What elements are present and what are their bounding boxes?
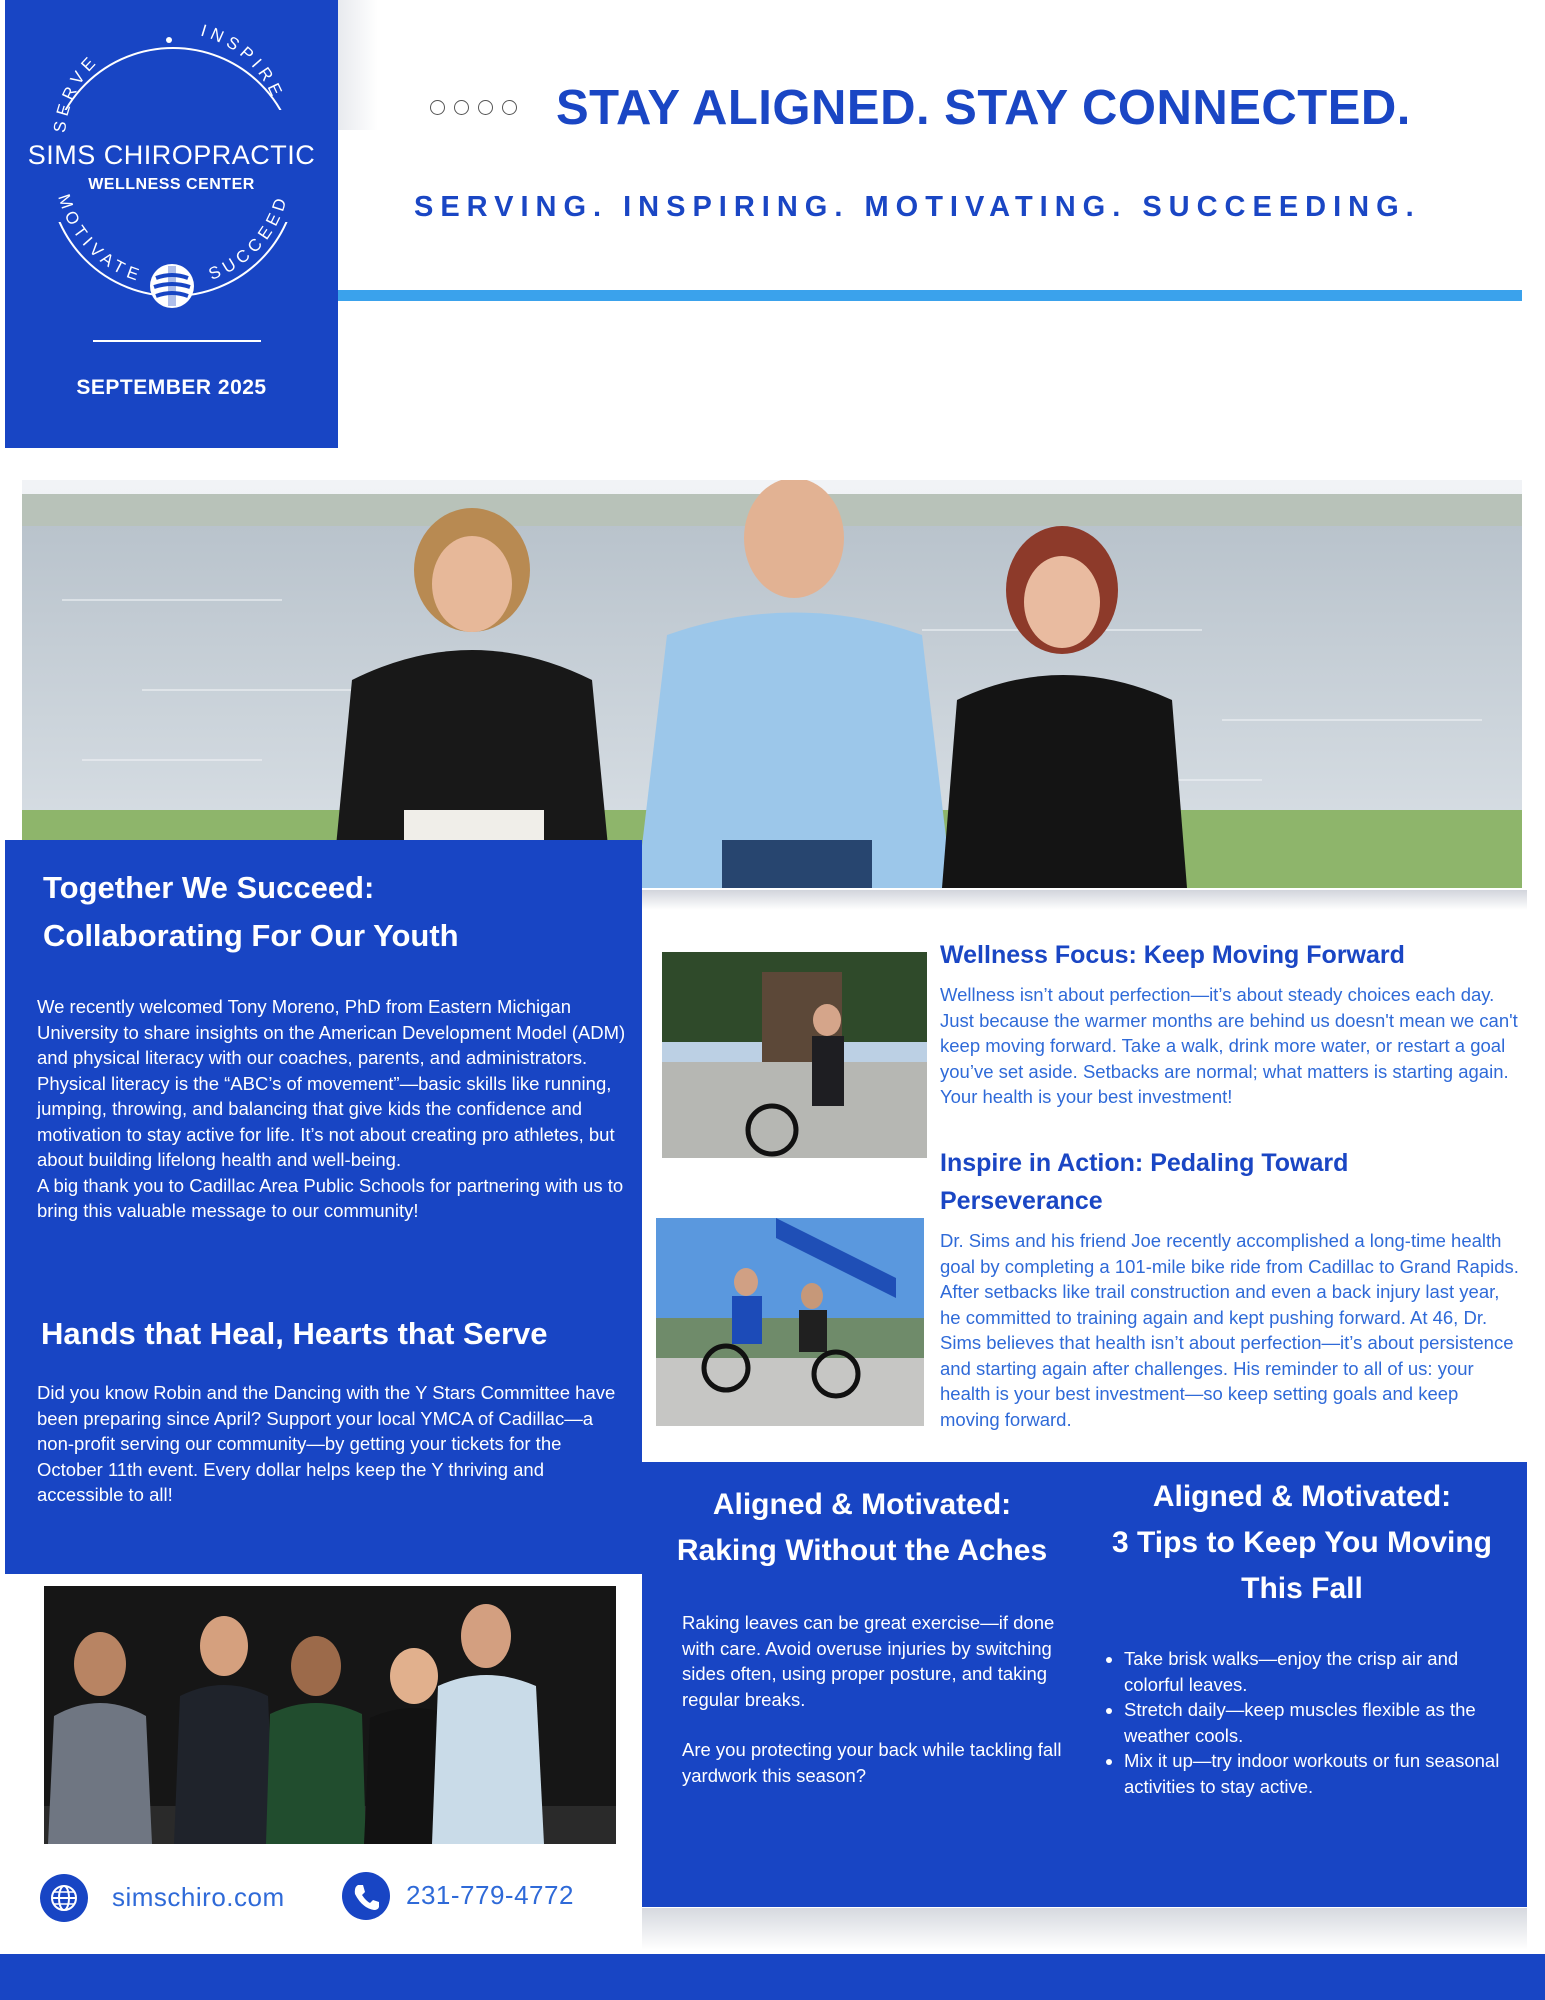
decor-dot-3	[478, 100, 493, 115]
logo-ring-word-succeed: SUCCEED	[205, 191, 292, 284]
school-group-photo	[44, 1586, 616, 1844]
logo-ring-word-serve: SERVE	[50, 50, 103, 134]
header-rule	[338, 290, 1522, 301]
article-title-ymca: Hands that Heal, Hearts that Serve	[41, 1316, 548, 1351]
article-body-ymca: Did you know Robin and the Dancing with the Y Stars Committee have been preparing since April? Support your local YMCA of Cadillac—a non-profit serving our community—by getting your tickets for the October 11th event. Every dollar helps keep the Y thriving and accessible to all!	[37, 1382, 616, 1505]
article-title-youth: Together We Succeed: Collaborating For Our Youth	[43, 870, 459, 953]
decor-dot-2	[454, 100, 469, 115]
logo-ring-dot	[166, 37, 172, 43]
logo-ring-word-inspire: INSPIRE	[198, 20, 288, 104]
wellness-body: Wellness isn’t about perfection—it’s about steady choices each day. Just because the warmer months are behind us doesn't mean we can't keep moving forward. Take a walk, drink more water, or restart a goal you’ve set aside. Setbacks are normal; what matters is starting again. Your health is your best investment!	[940, 984, 1518, 1107]
phone-icon[interactable]	[342, 1872, 390, 1920]
decor-dot-4	[502, 100, 517, 115]
bottom-article-panel	[642, 1462, 1527, 1907]
decor-dot-1	[430, 100, 445, 115]
raking-body: Raking leaves can be great exercise—if done with care. Avoid overuse injuries by switching sides often, using proper posture, and taking regular breaks. Are you protecting your back while tackling fall yardwork this season?	[682, 1612, 1062, 1786]
tip-item: • Stretch daily—keep muscles flexible as the weather cools.	[1124, 1697, 1500, 1748]
headline: STAY ALIGNED. STAY CONNECTED.	[556, 81, 1411, 135]
tagline: SERVING. INSPIRING. MOTIVATING. SUCCEEDING.	[414, 191, 1421, 223]
globe-icon[interactable]	[40, 1874, 88, 1922]
website-link[interactable]: simschiro.com	[112, 1882, 285, 1912]
logo-title: SIMS CHIROPRACTIC	[27, 140, 316, 170]
bike-ride-photo	[656, 1218, 924, 1426]
tips-list	[1100, 1646, 1500, 1799]
inspire-body: Dr. Sims and his friend Joe recently accomplished a long-time health goal by completing a 101-mile bike ride from Cadillac to Grand Rapids. After setbacks like trail construction and even a back injury last year, he committed to training again and kept pushing forward. At 46, Dr. Sims believes that health isn’t about perfection—it’s about persistence and starting again after challenges. His reminder to all of us: your health is your best investment—so keep setting goals and keep moving forward.	[940, 1230, 1519, 1430]
mid-shadow	[642, 890, 1527, 910]
bottom-shadow	[642, 1908, 1527, 1950]
team-photo	[22, 480, 1522, 888]
tip-item: • Take brisk walks—enjoy the crisp air and colorful leaves.	[1124, 1646, 1500, 1697]
phone-number[interactable]: 231-779-4772	[406, 1880, 574, 1910]
spine-emblem-icon	[148, 260, 196, 312]
raking-title: Aligned & Motivated: Raking Without the Aches	[676, 1488, 1048, 1567]
footer-bar	[0, 1954, 1545, 2000]
wellness-title: Wellness Focus: Keep Moving Forward	[940, 941, 1405, 969]
left-article-panel	[5, 840, 642, 1574]
header-shadow	[338, 0, 378, 130]
article-body-youth: We recently welcomed Tony Moreno, PhD from Eastern Michigan University to share insights on the American Development Model (ADM) and physical literacy with our coaches, parents, and administrators. Physical literacy is the “ABC’s of movement”—basic skills like running, jumping, throwing, and balancing that give kids the confidence and motivation to stay active for life. It’s not about creating pro athletes, but about building lifelong health and well-being. A big thank you to Cadillac Area Public Schools for partnering with us to bring this valuable message to our community!	[37, 996, 626, 1221]
tips-title: Aligned & Motivated: 3 Tips to Keep You Moving This Fall	[1111, 1480, 1493, 1605]
logo-block	[5, 0, 338, 448]
logo-subtitle: WELLNESS CENTER	[88, 176, 255, 193]
wellness-photo	[662, 952, 927, 1158]
tip-item: • Mix it up—try indoor workouts or fun seasonal activities to stay active.	[1124, 1748, 1500, 1799]
issue-date: SEPTEMBER 2025	[76, 376, 267, 399]
logo-ring-word-motivate: MOTIVATE	[54, 191, 146, 286]
inspire-title: Inspire in Action: Pedaling Toward Perseverance	[940, 1149, 1349, 1215]
logo-divider	[93, 340, 261, 342]
